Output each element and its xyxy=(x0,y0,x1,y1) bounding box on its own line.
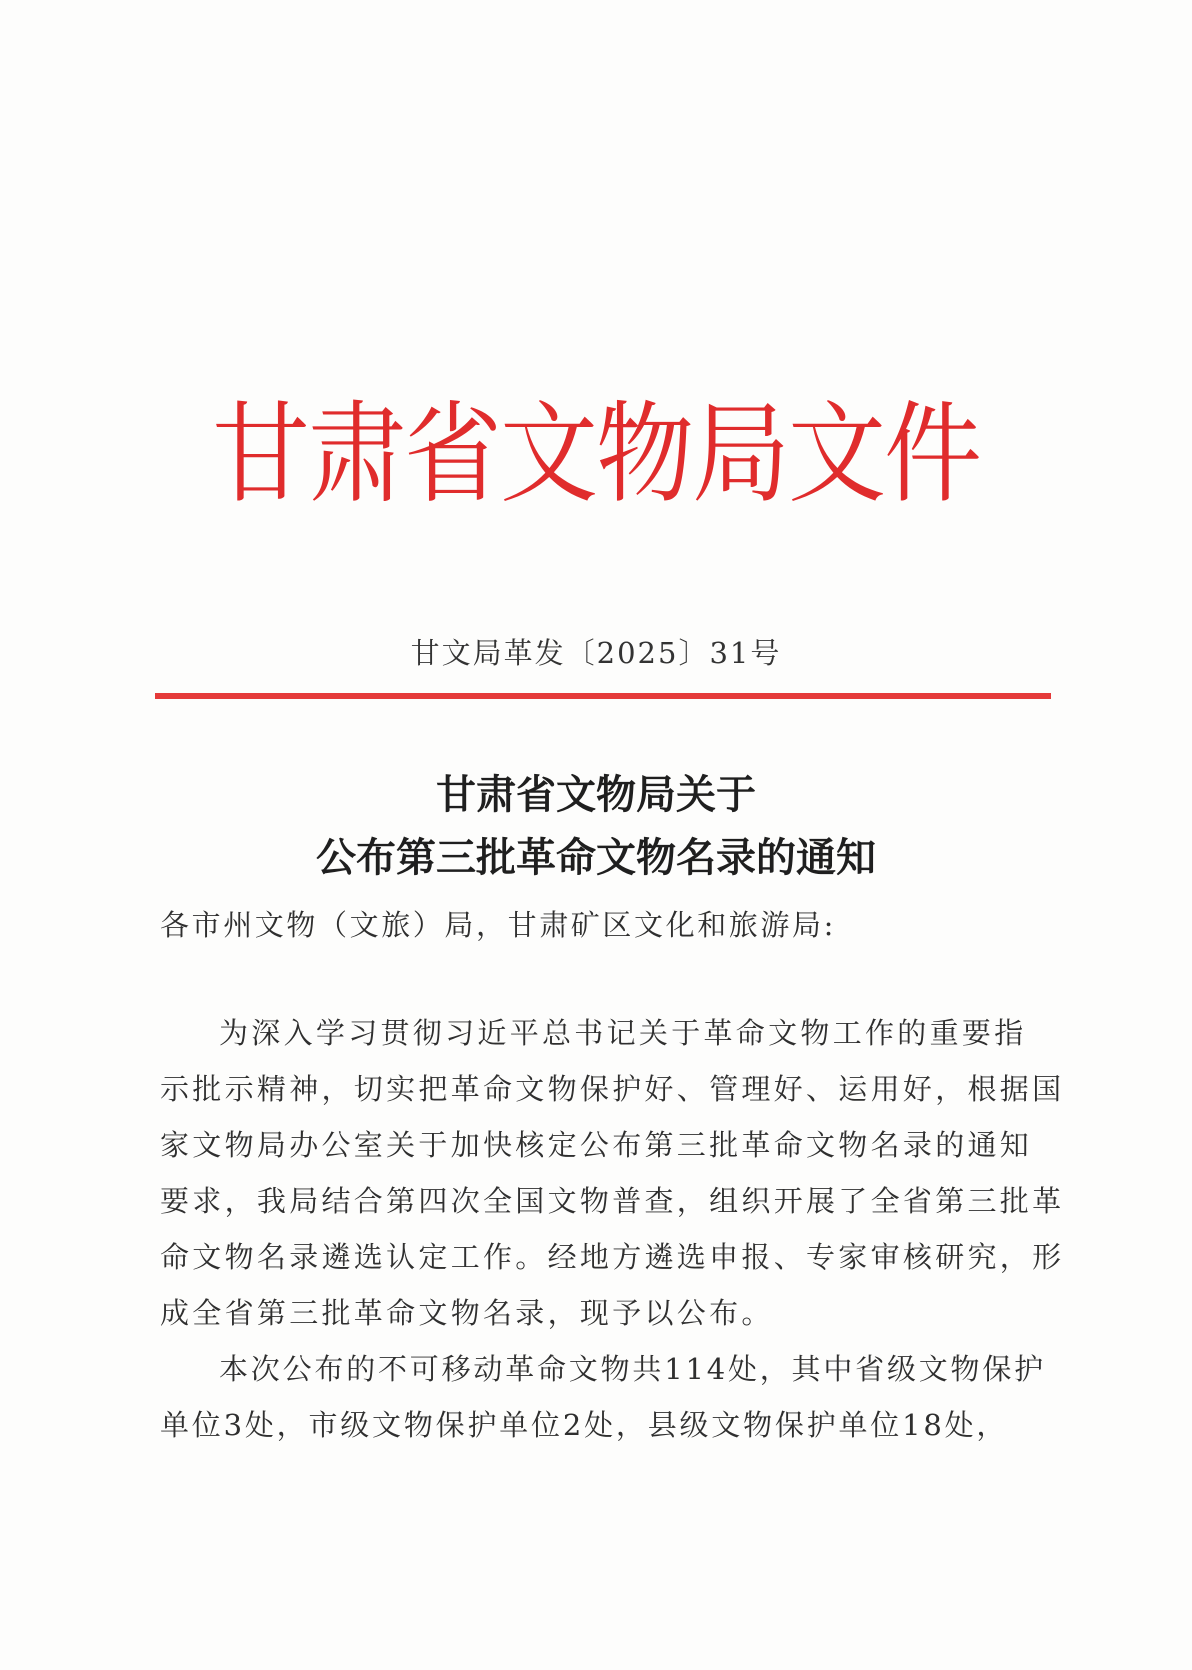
red-divider-line xyxy=(155,693,1051,699)
paragraph1-line-4: 要求，我局结合第四次全国文物普查，组织开展了全省第三批革 xyxy=(160,1184,1065,1218)
paragraph1-line-6: 成全省第三批革命文物名录，现予以公布。 xyxy=(160,1296,774,1330)
paragraph1-line-2: 示批示精神，切实把革命文物保护好、管理好、运用好，根据国 xyxy=(160,1072,1065,1106)
paragraph1-line-1: 为深入学习贯彻习近平总书记关于革命文物工作的重要指 xyxy=(219,1016,1027,1050)
document-number: 甘文局革发〔2025〕31号 xyxy=(410,636,782,670)
paragraph2-line-1: 本次公布的不可移动革命文物共114处，其中省级文物保护 xyxy=(219,1352,1046,1386)
paragraph1-line-3: 家文物局办公室关于加快核定公布第三批革命文物名录的通知 xyxy=(160,1128,1033,1162)
paragraph1-line-5: 命文物名录遴选认定工作。经地方遴选申报、专家审核研究，形 xyxy=(160,1240,1065,1274)
document-title-line-1: 甘肃省文物局关于 xyxy=(436,771,756,818)
paragraph2-line-2: 单位3处，市级文物保护单位2处，县级文物保护单位18处， xyxy=(160,1408,1009,1442)
masthead-title: 甘肃省文物局文件 xyxy=(211,391,980,519)
document-title-line-2: 公布第三批革命文物名录的通知 xyxy=(316,834,876,881)
salutation: 各市州文物（文旅）局，甘肃矿区文化和旅游局: xyxy=(160,908,836,942)
